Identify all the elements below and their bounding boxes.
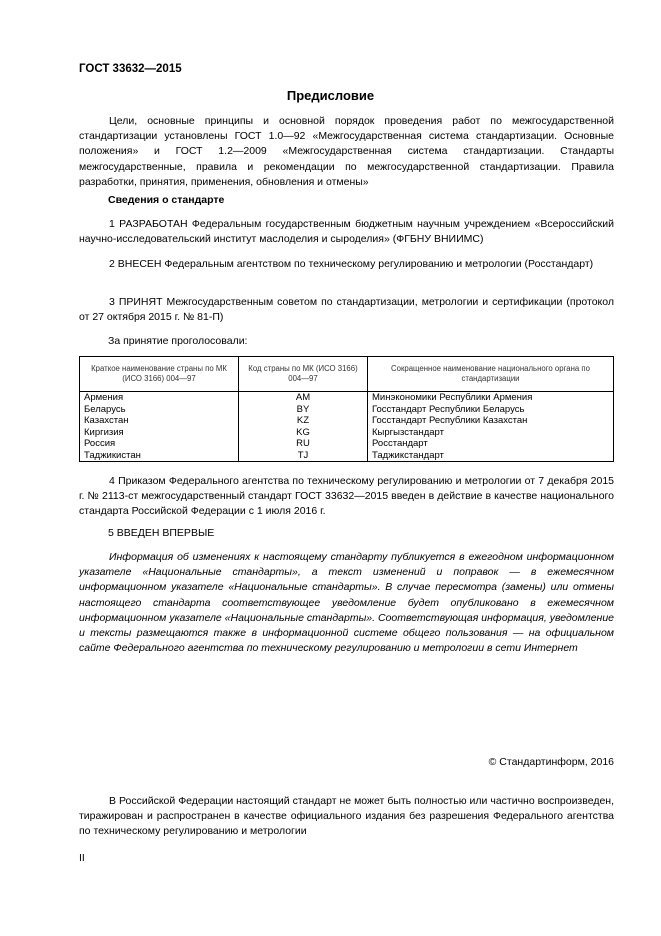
item-2-text: 2 ВНЕСЕН Федеральным агентством по техническому регулированию и метрологии (Росстандарт) [109,258,594,270]
item-1 [79,217,614,247]
cell-body: Таджикстандарт [368,450,614,462]
cell-country: Россия [80,438,239,450]
item-2 [79,257,614,272]
page-title: Предисловие [286,88,375,103]
table-row [80,438,614,450]
cell-body: Росстандарт [368,438,614,450]
cell-body: Госстандарт Республики Беларусь [368,404,614,416]
legal-note-text: В Российской Федерации настоящий стандарт не может быть полностью или частично воспроизведен, тиражирован и распространен в качестве официального издания без разрешения Федерального агентства по техническому регулированию и метрологии [79,795,614,838]
countries-table [79,356,614,462]
column-header-body: Сокращенное наименование национального органа по стандартизации [368,357,614,392]
item-4 [79,474,614,520]
legal-note [79,794,614,840]
cell-code: KG [239,427,368,439]
cell-code: KZ [239,415,368,427]
cell-body: Госстандарт Республики Казахстан [368,415,614,427]
table-row [80,392,614,404]
intro-paragraph [79,114,614,190]
cell-country: Киргизия [80,427,239,439]
section-heading: Сведения о стандарте [108,194,225,206]
item-5: 5 ВВЕДЕН ВПЕРВЫЕ [108,527,215,539]
info-note-text: Информация об изменениях к настоящему стандарту публикуется в ежегодном информационном указателе «Национальные стандарты», а текст изменений и поправок — в ежемесячном информационном указателе «Национальные стандарты». В случае пересмотра (замены) или отмены настоящего стандарта соответствующее уведомление будет опубликовано в ежемесячном информационном указателе «Национальные стандарты». Соответствующая информация, уведомление и тексты размещаются также в информационной системе общего пользования — на официальном сайте Федерального агентства по техническому регулированию и метрологии в сети Интернет [79,551,614,655]
cell-country: Таджикистан [80,450,239,462]
document-code: ГОСТ 33632—2015 [79,63,182,75]
copyright: © Стандартинформ, 2016 [488,756,614,768]
info-note [79,550,614,656]
item-3-text: 3 ПРИНЯТ Межгосударственным советом по стандартизации, метрологии и сертификации (протокол от 27 октября 2015 г. № 81-П) [79,296,614,324]
cell-code: RU [239,438,368,450]
table-row [80,427,614,439]
cell-country: Армения [80,392,239,404]
item-4-text: 4 Приказом Федерального агентства по техническому регулированию и метрологии от 7 декабря 2015 г. № 2113-ст межгосударственный стандарт ГОСТ 33632—2015 введен в действие в качестве национального стандарта Российской Федерации с 1 июля 2016 г. [79,475,614,518]
column-header-country: Краткое наименование страны по МК (ИСО 3166) 004—97 [80,357,239,392]
cell-country: Казахстан [80,415,239,427]
table-row [80,415,614,427]
voted-label: За принятие проголосовали: [108,335,248,347]
cell-body: Кыргызстандарт [368,427,614,439]
item-3 [79,295,614,325]
cell-code: BY [239,404,368,416]
table-row [80,404,614,416]
page-number: II [79,852,85,864]
item-1-text: 1 РАЗРАБОТАН Федеральным государственным бюджетным научным учреждением «Всероссийский научно-исследовательский институт маслоделия и сыроделия» (ФГБНУ ВНИИМС) [79,218,614,246]
cell-code: AM [239,392,368,404]
cell-body: Минэкономики Республики Армения [368,392,614,404]
intro-text: Цели, основные принципы и основной порядок проведения работ по межгосударственной стандартизации установлены ГОСТ 1.0—92 «Межгосударственная система стандартизации. Основные положения» и ГОСТ 1.2—2009 «Межгосударственная система стандартизации. Стандарты межгосударственные, правила и рекомендации по межгосударственной стандартизации. Правила разработки, принятия, применения, обновления и отмены» [79,115,614,188]
table-header-row [80,357,614,392]
cell-code: TJ [239,450,368,462]
table-row [80,450,614,462]
cell-country: Беларусь [80,404,239,416]
column-header-code: Код страны по МК (ИСО 3166) 004—97 [239,357,368,392]
